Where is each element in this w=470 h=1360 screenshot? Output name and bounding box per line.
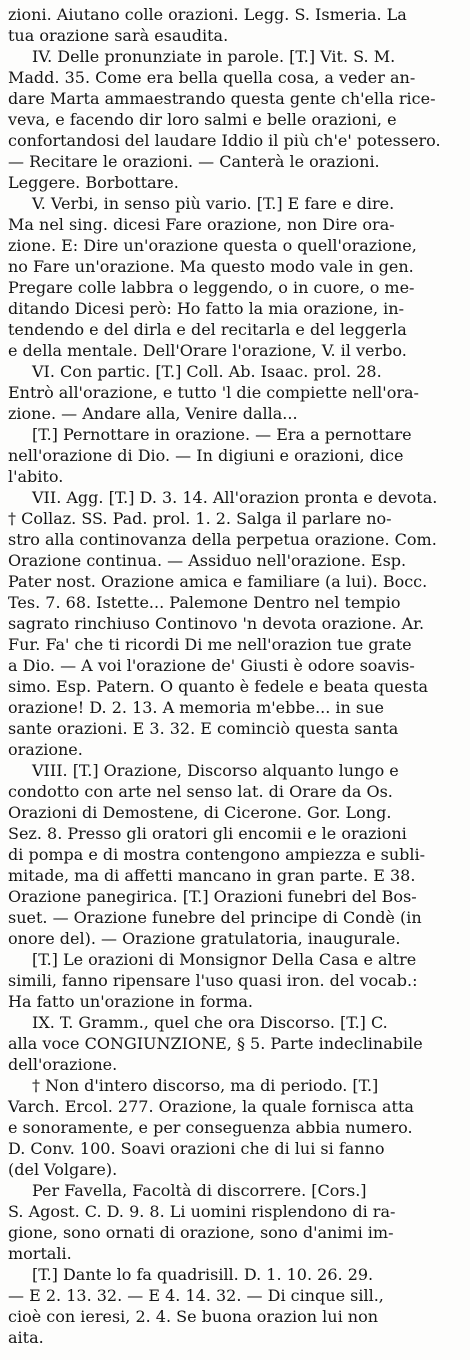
text-line: mitade, ma di affetti mancano in gran parte. E 38. (8, 866, 416, 885)
text-line: V. Verbi, in senso più vario. [T.] E fare e dire. (32, 194, 395, 213)
text-line: Sez. 8. Presso gli oratori gli encomii e le orazioni (8, 824, 407, 843)
text-line: l'abito. (8, 467, 64, 486)
text-line: cioè con ieresi, 2. 4. Se buona orazion lui non (8, 1307, 379, 1326)
text-line: [T.] Le orazioni di Monsignor Della Casa e altre (32, 950, 417, 969)
text-line: VIII. [T.] Orazione, Discorso alquanto lungo e (32, 761, 399, 780)
text-line: IV. Delle pronunziate in parole. [T.] Vit. S. M. (32, 47, 396, 66)
text-line: (del Volgare). (8, 1160, 118, 1179)
text-line: † Collaz. SS. Pad. prol. 1. 2. Salga il parlare no- (8, 509, 392, 528)
text-line: VII. Agg. [T.] D. 3. 14. All'orazion pronta e devota. (32, 488, 438, 507)
text-line: orazione! D. 2. 13. A memoria m'ebbe... in sue (8, 698, 384, 717)
text-line: orazione. (8, 740, 83, 759)
text-line: onore del). — Orazione gratulatoria, inaugurale. (8, 929, 401, 948)
text-line: VI. Con partic. [T.] Coll. Ab. Isaac. prol. 28. (32, 362, 382, 381)
text-line: dare Marta ammaestrando questa gente ch'ella rice- (8, 89, 436, 108)
text-line: Ha fatto un'orazione in forma. (8, 992, 253, 1011)
text-line: Fur. Fa' che ti ricordi Di me nell'orazion tue grate (8, 635, 412, 654)
text-line: di pompa e di mostra contengono ampiezza e subli- (8, 845, 426, 864)
text-line: mortali. (8, 1244, 72, 1263)
text-line: sagrato rinchiuso Continovo 'n devota orazione. Ar. (8, 614, 425, 633)
text-line: aita. (8, 1328, 44, 1347)
text-line: sante orazioni. E 3. 32. E cominciò questa santa (8, 719, 399, 738)
text-line: dell'orazione. (8, 1055, 118, 1074)
text-line: e sonoramente, e per conseguenza abbia numero. (8, 1118, 413, 1137)
text-line: e della mentale. Dell'Orare l'orazione, V. il verbo. (8, 341, 407, 360)
text-line: Leggere. Borbottare. (8, 173, 179, 192)
text-line: alla voce CONGIUNZIONE, § 5. Parte indeclinabile (8, 1034, 423, 1053)
text-line: [T.] Pernottare in orazione. — Era a pernottare (32, 425, 412, 444)
text-line: Pater nost. Orazione amica e familiare (a lui). Bocc. (8, 572, 428, 591)
text-line: Ma nel sing. dicesi Fare orazione, non Dire ora- (8, 215, 395, 234)
text-line: tua orazione sarà esaudita. (8, 26, 229, 45)
text-line: gione, sono ornati di orazione, sono d'animi im- (8, 1223, 394, 1242)
text-line: ditando Dicesi però: Ho fatto la mia orazione, in- (8, 299, 404, 318)
text-line: S. Agost. C. D. 9. 8. Li uomini risplendono di ra- (8, 1202, 396, 1221)
text-line: Madd. 35. Come era bella quella cosa, a veder an- (8, 68, 416, 87)
text-line: confortandosi del laudare Iddio il più ch'e' potessero. (8, 131, 441, 150)
text-line: nell'orazione di Dio. — In digiuni e orazioni, dice (8, 446, 404, 465)
text-line: zione. E: Dire un'orazione questa o quell'orazione, (8, 236, 417, 255)
text-line: suet. — Orazione funebre del principe di Condè (in (8, 908, 422, 927)
text-line: Per Favella, Facoltà di discorrere. [Cors.] (32, 1181, 367, 1200)
text-line: — E 2. 13. 32. — E 4. 14. 32. — Di cinque sill., (8, 1286, 384, 1305)
text-line: Entrò all'orazione, e tutto 'l die compiette nell'ora- (8, 383, 419, 402)
text-line: Orazione continua. — Assiduo nell'orazione. Esp. (8, 551, 407, 570)
text-line: IX. T. Gramm., quel che ora Discorso. [T.] C. (32, 1013, 388, 1032)
text-line: condotto con arte nel senso lat. di Orare da Os. (8, 782, 393, 801)
text-line: D. Conv. 100. Soavi orazioni che di lui si fanno (8, 1139, 385, 1158)
text-line: zione. — Andare alla, Venire dalla... (8, 404, 298, 423)
text-line: Varch. Ercol. 277. Orazione, la quale fornisca atta (8, 1097, 414, 1116)
text-line: tendendo e del dirla e del recitarla e del leggerla (8, 320, 407, 339)
text-line: simili, fanno ripensare l'uso quasi iron. del vocab.: (8, 971, 418, 990)
text-line: a Dio. — A voi l'orazione de' Giusti è odore soavis- (8, 656, 415, 675)
text-line: Pregare colle labbra o leggendo, o in cuore, o me- (8, 278, 415, 297)
text-line: Orazioni di Demostene, di Cicerone. Gor. Long. (8, 803, 392, 822)
text-line: † Non d'intero discorso, ma di periodo. [T.] (32, 1076, 379, 1095)
text-line: simo. Esp. Patern. O quanto è fedele e beata questa (8, 677, 429, 696)
text-line: Orazione panegirica. [T.] Orazioni funebri del Bos- (8, 887, 417, 906)
text-line: — Recitare le orazioni. — Canterà le orazioni. (8, 152, 380, 171)
text-line: [T.] Dante lo fa quadrisill. D. 1. 10. 26. 29. (32, 1265, 374, 1284)
text-line: no Fare un'orazione. Ma questo modo vale in gen. (8, 257, 414, 276)
text-line: zioni. Aiutano colle orazioni. Legg. S. Ismeria. La (8, 5, 407, 24)
text-line: veva, e facendo dir loro salmi e belle orazioni, e (8, 110, 397, 129)
text-line: stro alla continovanza della perpetua orazione. Com. (8, 530, 437, 549)
text-line: Tes. 7. 68. Istette... Palemone Dentro nel tempio (8, 593, 401, 612)
